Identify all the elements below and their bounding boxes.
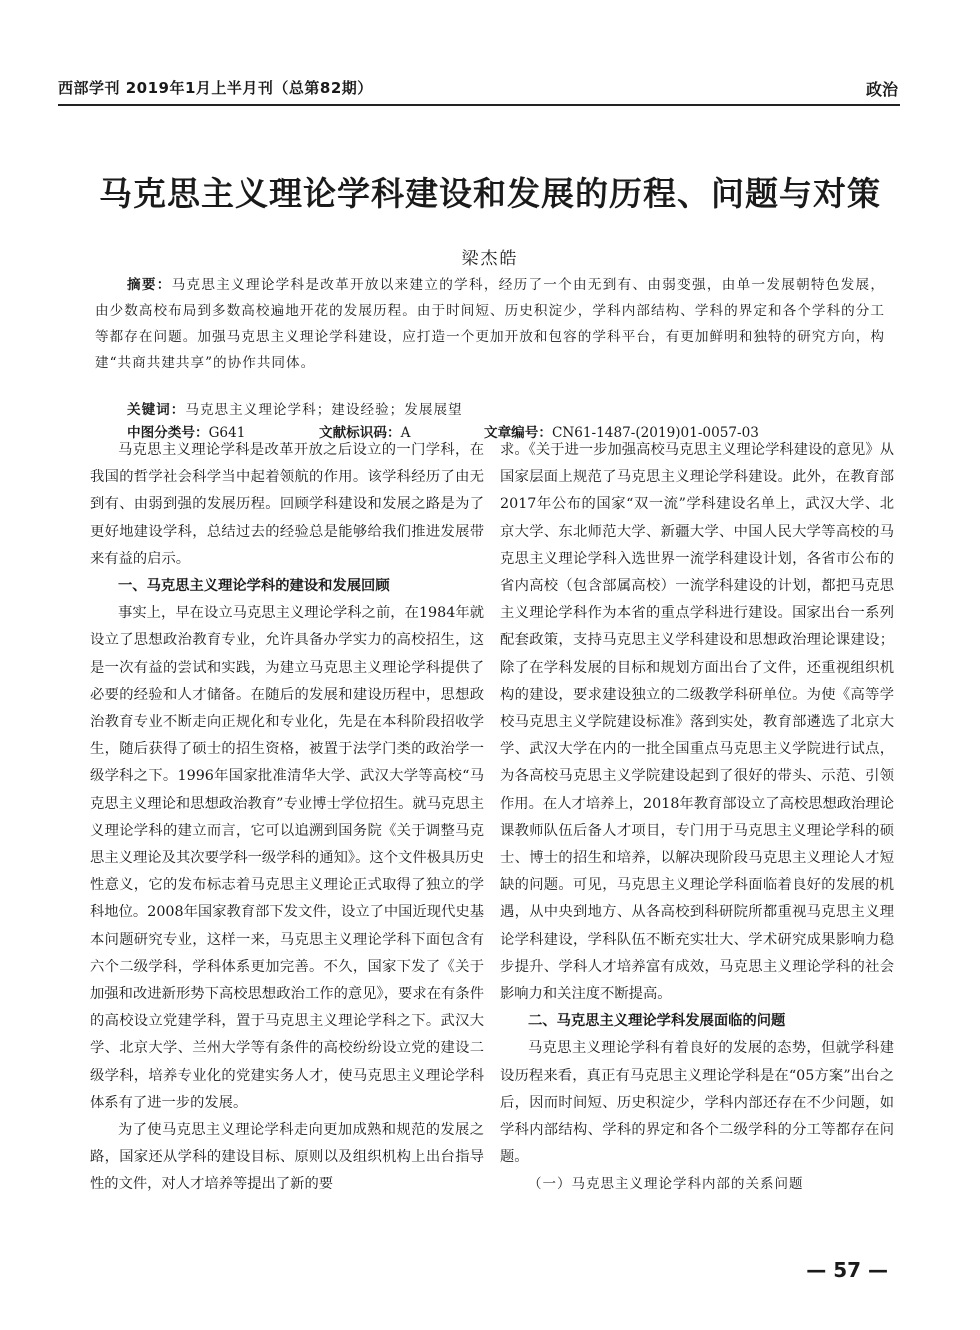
body-paragraph: 求。《关于进一步加强高校马克思主义理论学科建设的意见》从国家层面上规范了马克思主义理论学科建设。此外，在教育部2017年公布的国家“双一流”学科建设名单上，武汉大学、北京大学、东北师范大学、新疆大学、中国人民大学等高校的马克思主义理论学科入选世界一流学科建设计划，各省市公布的省内高校（包含部属高校）一流学科建设的计划，都把马克思主义理论学科作为本省的重点学科进行建设。国家出台一系列配套政策，支持马克思主义学科建设和思想政治理论课建设；除了在学科发展的目标和规划方面出台了文件，还重视组织机构的建设，要求建设独立的二级教学科研单位。为使《高等学校马克思主义学院建设标准》落到实处，教育部遴选了北京大学、武汉大学在内的一批全国重点马克思主义学院进行试点，为各高校马克思主义学院建设起到了很好的带头、示范、引领作用。在人才培养上，2018年教育部设立了高校思想政治理论课教师队伍后备人才项目，专门用于马克思主义理论学科的硕士、博士的招生和培养，以解决现阶段马克思主义理论人才短缺的问题。可见，马克思主义理论学科面临着良好的发展的机遇，从中央到地方、从各高校到科研院所都重视马克思主义理论学科建设，学科队伍不断充实壮大、学术研究成果影响力稳步提升、学科人才培养富有成效，马克思主义理论学科的社会影响力和关注度不断提高。 <box>500 442 894 1003</box>
body-paragraph: 马克思主义理论学科有着良好的发展的态势，但就学科建设历程来看，真正有马克思主义理论学科是在“05方案”出台之后，因而时间短、历史积淀少，学科内部还存在不少问题，如学科内部结构、学科的界定和各个二级学科的分工等都存在问题。 <box>500 1040 894 1166</box>
left-column <box>90 437 484 1199</box>
article-author: 梁杰皓 <box>461 249 519 269</box>
doc-code-value: A <box>400 425 411 441</box>
article-no-label: 文章编号： <box>484 425 552 441</box>
section-heading: 二、马克思主义理论学科发展面临的问题 <box>528 1013 786 1030</box>
clc-value: G641 <box>208 425 246 441</box>
subsection-heading: （一）马克思主义理论学科内部的关系问题 <box>528 1176 804 1193</box>
keywords-label: 关键词： <box>127 402 186 418</box>
abstract <box>95 272 885 376</box>
keywords-text: 马克思主义理论学科；建设经验；发展展望 <box>185 402 463 418</box>
body-paragraph: 为了使马克思主义理论学科走向更加成熟和规范的发展之路，国家还从学科的建设目标、原则以及组织机构上出台指导性的文件，对人才培养等提出了新的要 <box>90 1122 484 1193</box>
keywords-line <box>127 398 463 418</box>
page-number: — 57 — <box>806 1258 888 1282</box>
running-header <box>58 74 900 106</box>
journal-info: 西部学刊 2019年1月上半月刊（总第82期） <box>58 79 373 97</box>
abstract-label: 摘要： <box>127 277 172 293</box>
abstract-text: 马克思主义理论学科是改革开放以来建立的学科，经历了一个由无到有、由弱变强，由单一发展朝特色发展，由少数高校布局到多数高校遍地开花的发展历程。由于时间短、历史积淀少，学科内部结构、学科的界定和各个学科的分工等都存在问题。加强马克思主义理论学科建设，应打造一个更加开放和包容的学科平台，有更加鲜明和独特的研究方向，构建“共商共建共享”的协作共同体。 <box>95 277 886 371</box>
article-no-value: CN61-1487-(2019)01-0057-03 <box>551 425 759 441</box>
doc-code-label: 文献标识码： <box>319 425 401 441</box>
clc-label: 中图分类号： <box>127 425 209 441</box>
body-paragraph: 事实上，早在设立马克思主义理论学科之前，在1984年就设立了思想政治教育专业，允许具备办学实力的高校招生，这是一次有益的尝试和实践，为建立马克思主义理论学科提供了必要的经验和人才储备。在随后的发展和建设历程中，思想政治教育专业不断走向正规化和专业化，先是在本科阶段招收学生，随后获得了硕士的招生资格，被置于法学门类的政治学一级学科之下。1996年国家批准清华大学、武汉大学等高校“马克思主义理论和思想政治教育”专业博士学位招生。就马克思主义理论学科的建立而言，它可以追溯到国务院《关于调整马克思主义理论及其次要学科一级学科的通知》。这个文件极具历史性意义，它的发布标志着马克思主义理论正式取得了独立的学科地位。2008年国家教育部下发文件，设立了中国近现代史基本问题研究专业，这样一来，马克思主义理论学科下面包含有六个二级学科，学科体系更加完善。不久，国家下发了《关于加强和改进新形势下高校思想政治工作的意见》，要求在有条件的高校设立党建学科，置于马克思主义理论学科之下。武汉大学、北京大学、兰州大学等有条件的高校纷纷设立党的建设二级学科，培养专业化的党建实务人才，使马克思主义理论学科体系有了进一步的发展。 <box>90 605 484 1111</box>
right-column <box>500 437 894 1199</box>
body-paragraph: 马克思主义理论学科是改革开放之后设立的一门学科，在我国的哲学社会科学当中起着领航的作用。该学科经历了由无到有、由弱到强的发展历程。回顾学科建设和发展之路是为了更好地建设学科，总结过去的经验总是能够给我们推进发展带来有益的启示。 <box>90 442 484 567</box>
section-label: 政治 <box>865 80 898 99</box>
article-title: 马克思主义理论学科建设和发展的历程、问题与对策 <box>99 174 881 213</box>
section-heading: 一、马克思主义理论学科的建设和发展回顾 <box>118 578 390 595</box>
